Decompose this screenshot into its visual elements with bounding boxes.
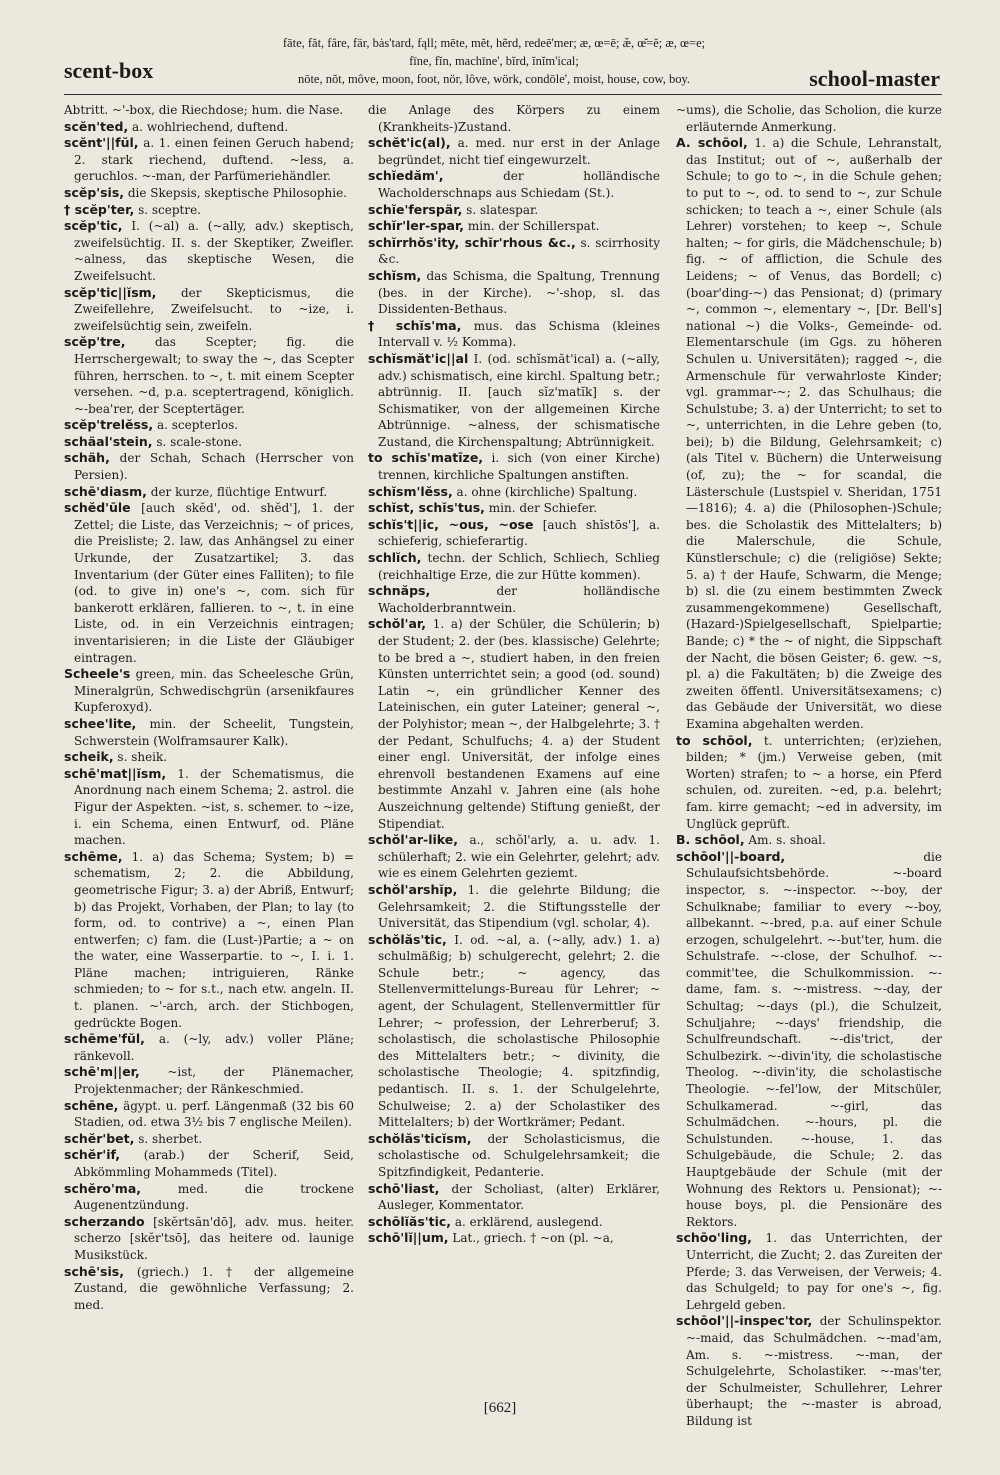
entry-headword: scĕp'trelĕss, bbox=[64, 417, 154, 433]
entry-headword: scĕp'tic, bbox=[64, 218, 123, 234]
dictionary-entry bbox=[368, 235, 660, 268]
entry-definition: a. (~ly, adv.) voller Pläne; ränkevoll. bbox=[74, 1032, 354, 1063]
dictionary-entry bbox=[368, 1230, 660, 1247]
entry-definition: s. scirrhosity &c. bbox=[378, 235, 660, 267]
entry-definition: [auch shĭstōs'], a. schieferig, schieferartig. bbox=[378, 517, 660, 549]
entry-definition: 1. der Schematismus, die Anordnung nach einem Schema; 2. astrol. die Figur der Aspekten. ~ist, s. schemer. to ~ize, i. ein Schema, einen Entwurf, od. Pläne machen. bbox=[74, 766, 354, 848]
dictionary-entry bbox=[64, 417, 354, 434]
entry-headword: scĕn'ted, bbox=[64, 118, 129, 134]
entry-headword: scherzando bbox=[64, 1213, 145, 1229]
entry-headword: schĕr'bet, bbox=[64, 1130, 135, 1146]
entry-headword: schĭe'ferspär, bbox=[368, 201, 463, 217]
entry-definition: s. sheik. bbox=[117, 750, 168, 765]
entry-definition: das Scepter; fig. die Herrschergewalt; to sway the ~, das Scepter führen, herrschen. to ~, t. mit einem Scepter versehen. ~d, p.a. sceptertragend, königlich. ~-bea'rer, der Sceptertäger. bbox=[74, 335, 354, 416]
entry-definition: die Skepsis, skeptische Philosophie. bbox=[127, 185, 347, 200]
entry-headword: scheik, bbox=[64, 749, 114, 765]
entry-definition: green, min. das Scheelesche Grün, Mineralgrün, Schwedischgrün (arsenikfaures Kupferoxyd). bbox=[74, 667, 354, 715]
entry-definition: s. scale-stone. bbox=[156, 434, 243, 449]
dictionary-entry bbox=[368, 102, 660, 135]
header-rule bbox=[64, 94, 942, 95]
entry-definition: die Anlage des Körpers zu einem (Krankheits-)Zustand. bbox=[368, 103, 660, 134]
entry-headword: schĭst, schĭs'tus, bbox=[368, 500, 485, 516]
entry-headword: schĕr'if, bbox=[64, 1147, 121, 1163]
entry-headword: schŏlăs'tic, bbox=[368, 931, 447, 947]
entry-headword: schē'mat||ĭsm, bbox=[64, 765, 167, 781]
entry-definition: a. 1. einen feinen Geruch habend; 2. stark riechend, duftend. ~less, a. geruchlos. ~-man, der Parfümeriehändler. bbox=[74, 136, 354, 184]
dictionary-entry bbox=[64, 766, 354, 849]
entry-definition: der kurze, flüchtige Entwurf. bbox=[150, 484, 328, 499]
entry-definition: a. med. nur erst in der Anlage begründet, nicht tief eingewurzelt. bbox=[378, 136, 660, 167]
entry-definition: 1. das Unterrichten, der Unterricht, die Zucht; 2. das Zureiten der Pferde; 3. das Verweisen, der Verweis; 4. das Schulgeld; to pay for one's ~, fig. Lehrgeld geben. bbox=[686, 1231, 942, 1312]
entry-definition: I. (~al) a. (~ally, adv.) skeptisch, zweifelsüchtig. II. s. der Skeptiker, Zweifler. ~alness, das skeptische Wesen, die Zweifelsucht. bbox=[74, 219, 354, 283]
entry-definition: I. od. ~al, a. (~ally, adv.) 1. a) schulmäßig; b) schulgerecht, gelehrt; 2. die Schule betr.; ~ agency, das Stellenvermittelungs-Bureau für Lehrer; ~ agent, der Schulagent, Stellenvermittler für Lehrer; ~ profession, der Lehrerberuf; 3. scholastisch, die scholastische Philosophie des Mittelalters betr.; ~ divinity, die scholastische Theologie; 4. spitzfindig, pedantisch. II. s. 1. der Schulgelehrte, Schulweise; 2. a) der Scholastiker des Mittelalters; b) der Wortkrämer; Pedant. bbox=[378, 932, 660, 1130]
dictionary-entry bbox=[64, 1214, 354, 1264]
entry-definition: I. (od. schĭsmăt'ical) a. (~ally, adv.) schismatisch, eine kirchl. Spaltung betr.; abtrünnig. II. [auch sĭz'matĭk] s. der Schismatiker, von der allgemeinen Kirche Abtrünnige. ~alness, der schismatische Zustand, die Kirchenspaltung; Abtrünnigkeit. bbox=[378, 351, 660, 449]
dictionary-entry bbox=[368, 583, 660, 616]
dictionary-entry bbox=[64, 1147, 354, 1180]
entry-definition: der holländische Wacholderbranntwein. bbox=[378, 584, 660, 615]
entry-definition: min. der Schillerspat. bbox=[467, 219, 600, 234]
entry-headword: schee'lite, bbox=[64, 715, 137, 731]
dictionary-entry bbox=[368, 450, 660, 483]
dictionary-entry bbox=[368, 932, 660, 1131]
dictionary-entry bbox=[368, 1181, 660, 1214]
entry-headword: schŏl'arshĭp, bbox=[368, 881, 458, 897]
dictionary-entry bbox=[64, 1264, 354, 1314]
dictionary-entry bbox=[676, 849, 942, 1231]
entry-definition: min. der Schiefer. bbox=[488, 501, 598, 516]
entry-headword: schŏl'ar, bbox=[368, 616, 426, 632]
entry-headword: A. schōol, bbox=[676, 135, 748, 151]
page-number: [662] bbox=[483, 1400, 517, 1416]
column-2 bbox=[368, 102, 660, 1402]
entry-headword: schĭrrhŏs'ity, schĭr'rhous &c., bbox=[368, 234, 576, 250]
entry-definition: (griech.) 1. † der allgemeine Zustand, die gewöhnliche Verfassung; 2. med. bbox=[74, 1264, 354, 1312]
pronunciation-key bbox=[214, 34, 774, 88]
dictionary-entry bbox=[64, 849, 354, 1032]
entry-definition: t. unterrichten; (er)ziehen, bilden; * (jm.) Verweise geben, (mit Worten) strafen; to ~ a horse, ein Pferd schulen, od. zureiten. ~ed, p.a. belehrt; fam. kirre gemacht; ~ed in adversity, im Unglück geprüft. bbox=[686, 733, 942, 831]
entry-definition: der Skepticismus, die Zweifellehre, Zweifelsucht. to ~ize, i. zweifelsüchtig sein, zweifeln. bbox=[74, 285, 354, 333]
entry-definition: a. ohne (kirchliche) Spaltung. bbox=[456, 484, 638, 499]
pron-line-3: nōte, nŏt, môve, moon, foot, nör, lôve, wörk, condōle', moist, house, cow, boy. bbox=[297, 72, 691, 86]
entry-definition: die Schulaufsichtsbehörde. ~-board inspector, s. ~-inspector. ~-boy, der Schulknabe; familiar to every ~-boy, allbekannt. ~-bred, p.a. auf einer Schule erzogen, schulgelehrt. ~-but'ter, hum. die Schulstrafe. ~-close, der Schulhof. ~-commit'tee, die Schulkommission. ~-dame, fam. s. ~-mistress. ~-day, der Schultag; ~-days (pl.), die Schulzeit, Schuljahre; ~-days' friendship, die Schulfreundschaft. ~-dis'trict, der Schulbezirk. ~-divin'ity, die scholastische Theolog. ~-divin'ity, die scholastische Theologie. ~-fel'low, der Mitschüler, Schulkamerad. ~-girl, das Schulmädchen. ~-hours, pl. die Schulstunden. ~-house, 1. das Schulgebäude, die Schule; 2. das Hauptgebäude der Schule (mit der Wohnung des Rektors u. Pensionat); ~-house boys, pl. die Pensionäre des Rektors. bbox=[686, 849, 942, 1229]
entry-headword: schēme, bbox=[64, 848, 123, 864]
dictionary-entry bbox=[64, 666, 354, 716]
entry-definition: ägypt. u. perf. Längenmaß (32 bis 60 Stadien, od. etwa 3½ bis 7 englische Meilen). bbox=[74, 1098, 354, 1130]
entry-definition: [skĕrtsăn'dō], adv. mus. heiter. scherzo [skĕr'tsō], das heitere od. launige Musikstück. bbox=[74, 1214, 354, 1262]
entry-definition: der Schulinspektor. ~-maid, das Schulmädchen. ~-mad'am, Am. s. ~-mistress. ~-man, der Schulgelehrte, Scholastiker. ~-mas'ter, der Schulmeister, Schullehrer, Lehrer überhaupt; the ~-master is abroad, Bildung ist bbox=[686, 1314, 942, 1428]
dictionary-entry bbox=[64, 1031, 354, 1064]
dictionary-entry bbox=[64, 1131, 354, 1148]
dictionary-entry bbox=[368, 218, 660, 235]
dictionary-entry bbox=[368, 318, 660, 351]
dictionary-entry bbox=[368, 832, 660, 882]
dictionary-entry bbox=[64, 202, 354, 219]
entry-headword: schō'liast, bbox=[368, 1180, 440, 1196]
pron-line-1: fāte, făt, fâre, fär, bȧs'tard, fąll; mēte, mĕt, hẽrd, redeē'mer; æ, œ=ē; æ̆, œ̆=ĕ; æ, œ=e; bbox=[282, 36, 706, 50]
dictionary-entry bbox=[676, 733, 942, 833]
entry-definition: Am. s. shoal. bbox=[748, 833, 826, 848]
dictionary-entry bbox=[64, 484, 354, 501]
entry-headword: schĭsm'lĕss, bbox=[368, 483, 453, 499]
entry-definition: med. die trockene Augenentzündung. bbox=[74, 1181, 354, 1213]
dictionary-entry bbox=[64, 1181, 354, 1214]
entry-headword: schōol'||-inspec'tor, bbox=[676, 1313, 813, 1329]
dictionary-entry bbox=[368, 202, 660, 219]
entry-definition: der Schah, Schach (Herrscher von Persien). bbox=[74, 451, 354, 483]
dictionary-entry bbox=[64, 119, 354, 136]
entry-headword: schĭr'ler-spar, bbox=[368, 218, 465, 234]
entry-headword: † scĕp'ter, bbox=[64, 201, 135, 217]
entry-definition: Abtritt. ~'-box, die Riechdose; hum. die Nase. bbox=[64, 103, 344, 117]
entry-definition: ~ist, der Plänemacher, Projektenmacher; der Ränkeschmied. bbox=[74, 1065, 354, 1097]
dictionary-entry bbox=[368, 1214, 660, 1231]
dictionary-entry bbox=[64, 749, 354, 766]
entry-headword: † schĭs'ma, bbox=[368, 317, 462, 333]
entry-definition: a. wohlriechend, duftend. bbox=[132, 119, 289, 134]
entry-definition: 1. a) das Schema; System; b) = schematism, 2; 2. die Abbildung, geometrische Figur; 3. a) der Abriß, Entwurf; b) das Projekt, Vorhaben, der Plan; to lay (to form, od. to contrive) a ~, einen Plan entwerfen; c) fam. die (Lust-)Partie; a ~ on the water, eine Wasserpartie. to ~, I. i. 1. Pläne machen; intriguieren, Ränke schmieden; to ~ for s.t., nach etw. angeln. II. t. planen. ~'-arch, arch. der Stichbogen, gedrückte Bogen. bbox=[74, 849, 354, 1030]
entry-headword: B. schōol, bbox=[676, 832, 745, 848]
entry-headword: schĭs't||ic, ~ous, ~ose bbox=[368, 516, 534, 532]
dictionary-entry bbox=[64, 218, 354, 284]
entry-headword: schŏlăs'ticĭsm, bbox=[368, 1130, 472, 1146]
running-head-left: scent-box bbox=[64, 58, 154, 83]
entry-definition: i. sich (von einer Kirche) trennen, kirchliche Spaltungen anstiften. bbox=[378, 451, 661, 483]
entry-definition: s. sceptre. bbox=[138, 202, 201, 217]
entry-definition: der Scholasticismus, die scholastische od. Schulgelehrsamkeit; die Spitzfindigkeit, Pedanterie. bbox=[378, 1131, 660, 1179]
entry-headword: to schōol, bbox=[676, 732, 753, 748]
dictionary-entry bbox=[64, 500, 354, 666]
entry-definition: der holländische Wacholderschnaps aus Schiedam (St.). bbox=[378, 169, 660, 200]
entry-headword: schō'lĭ||um, bbox=[368, 1230, 449, 1246]
dictionary-entry bbox=[64, 434, 354, 451]
entry-definition: a. erklärend, auslegend. bbox=[454, 1214, 603, 1229]
dictionary-entry bbox=[368, 517, 660, 550]
entry-definition: [auch skĕd', od. shĕd'], 1. der Zettel; die Liste, das Verzeichnis; ~ of prices, die Preisliste; 2. law, das Anhängsel zu einer Urkunde, der Zusatzartikel; 3. das Inventarium (der Güter eines Falliten); to file (od. to give in) one's ~, com. sich für bankerott erklären, fallieren. to ~, t. in eine Liste, od. in ein Verzeichnis eintragen; inventarisieren; in die Liste der Gläubiger eintragen. bbox=[74, 501, 354, 665]
dictionary-entry bbox=[368, 550, 660, 583]
dictionary-entry bbox=[368, 484, 660, 501]
entry-definition: 1. a) der Schüler, die Schülerin; b) der Student; 2. der (bes. klassische) Gelehrte; to be bred a ~, studiert haben, in den freien Künsten unterrichtet sein; a good (od. sound) Latin ~, ein gründlicher Kenner des Lateinischen, ein guter Lateiner; general ~, der Polyhistor; mean ~, der Halbgelehrte; 3. † der Pedant, Schulfuchs; 4. a) der Student einer engl. Universität, der infolge eines ehrenvoll bestandenen Examens auf eine bestimmte Anzahl v. Jahren eine (als hohe Auszeichnung geltende) Stiftung genießt, der Stipendiat. bbox=[378, 617, 660, 831]
dictionary-entry bbox=[676, 135, 942, 732]
entry-headword: schēme'fŭl, bbox=[64, 1031, 145, 1047]
dictionary-entry bbox=[368, 268, 660, 318]
dictionary-entry bbox=[64, 102, 354, 119]
entry-definition: der Scholiast, (alter) Erklärer, Ausleger, Kommentator. bbox=[378, 1181, 660, 1213]
entry-headword: schlĭch, bbox=[368, 550, 422, 566]
entry-headword: scĕp'tic||ĭsm, bbox=[64, 284, 157, 300]
dictionary-entry bbox=[676, 832, 942, 849]
entry-definition: Lat., griech. † ~on (pl. ~a, bbox=[452, 1231, 614, 1246]
entry-headword: scĕnt'||fŭl, bbox=[64, 135, 139, 151]
entry-headword: to schĭs'matīze, bbox=[368, 450, 484, 466]
dictionary-entry bbox=[64, 185, 354, 202]
column-1 bbox=[64, 102, 354, 1402]
column-3 bbox=[676, 102, 942, 1428]
entry-definition: (arab.) der Scherif, Seid, Abkömmling Mohammeds (Titel). bbox=[74, 1148, 354, 1179]
dictionary-entry bbox=[368, 616, 660, 832]
entry-definition: 1. die gelehrte Bildung; die Gelehrsamkeit; 2. die Stiftungsstelle der Universität, das Stipendium (vgl. scholar, 4). bbox=[378, 882, 660, 931]
dictionary-entry bbox=[64, 1098, 354, 1131]
entry-headword: schĭsm, bbox=[368, 267, 422, 283]
entry-headword: Scheele's bbox=[64, 666, 131, 682]
dictionary-entry bbox=[368, 351, 660, 451]
entry-definition: min. der Scheelit, Tungstein, Schwerstein (Wolframsaurer Kalk). bbox=[74, 716, 354, 748]
dictionary-entry bbox=[368, 882, 660, 932]
entry-headword: schĭsmăt'ic||al bbox=[368, 350, 469, 366]
entry-headword: schäal'stein, bbox=[64, 433, 153, 449]
pron-line-2: fīne, fĭn, machīne', bĭrd, ĭnĭm'ical; bbox=[409, 54, 579, 68]
entry-headword: schē'm||er, bbox=[64, 1064, 140, 1080]
entry-headword: schĕro'ma, bbox=[64, 1180, 142, 1196]
entry-definition: s. sherbet. bbox=[138, 1131, 203, 1146]
entry-headword: schōlĭăs'tic, bbox=[368, 1213, 452, 1229]
entry-headword: schē'diasm, bbox=[64, 483, 147, 499]
entry-definition: a., schŏl'arly, a. u. adv. 1. schülerhaft; 2. wie ein Gelehrter, gelehrt; adv. wie es einem Gelehrten geziemt. bbox=[378, 833, 660, 881]
entry-definition: mus. das Schisma (kleines Intervall v. ½ Komma). bbox=[378, 318, 660, 350]
dictionary-entry bbox=[368, 168, 660, 201]
entry-definition: 1. a) die Schule, Lehranstalt, das Institut; out of ~, außerhalb der Schule; to go to ~, in die Schule gehen; to put to ~, od. to send to ~, zur Schule schicken; to teach a ~, einer Schule (als Lehrer) vorstehen; to keep ~, Schule halten; ~ for girls, die Mädchenschule; b) fig. ~ of affliction, die Schule des Leidens; ~ of Venus, das Bordell; c) (boar'ding-~) das Pensionat; d) (primary ~, common ~, elementary ~, [Dr. Bell's] national ~) die Volks-, Gemeinde- od. Elementarschule (im Ggs. zu höheren Schulen u. Universitäten); ragged ~, die Armenschule für verwahrloste Kinder; vgl. grammar-~; 2. das Schulhaus; die Schulstube; 3. a) der Unterricht; to set to ~, unterrichten, in die Lehre geben (to, bei); b) die Bildung, Gelehrsamkeit; c) (als Titel v. Büchern) die Unterweisung (of, zu); the ~ for scandal, die Lästerschule (Lustspiel v. Sheridan, 1751—1816); 4. a) die (Philosophen-)Schule; bes. die Scholastik des Mittelalters; b) die Malerschule, die Schule, Künstlerschule; c) die (religiöse) Sekte; 5. a) † der Haufe, Schwarm, die Menge; b) sl. die (zu einem bestimmten Zweck zusammengekommene) Gesellschaft, (Hazard-)Spielgesellschaft, Spielpartie; Bande; c) * the ~ of night, die Sippschaft der Nacht, die bösen Geister; 6. gew. ~s, pl. a) die Fakultäten; b) die Zweige des zweiten öffentl. Universitätsexamens; c) das Gebäude der Universität, wo diese Examina abgehalten werden. bbox=[686, 136, 942, 731]
entry-headword: schēne, bbox=[64, 1097, 119, 1113]
dictionary-entry bbox=[368, 1131, 660, 1181]
entry-definition: ~ums), die Scholie, das Scholion, die kurze erläuternde Anmerkung. bbox=[676, 103, 942, 134]
dictionary-entry bbox=[368, 135, 660, 168]
entry-headword: schĕd'ūle bbox=[64, 500, 131, 516]
dictionary-entry bbox=[676, 1230, 942, 1313]
dictionary-entry bbox=[64, 450, 354, 483]
dictionary-entry bbox=[64, 285, 354, 335]
entry-definition: das Schisma, die Spaltung, Trennung (bes. in der Kirche). ~'-shop, sl. das Dissidenten-Bethaus. bbox=[378, 268, 660, 317]
entry-headword: schōo'ling, bbox=[676, 1230, 752, 1246]
running-head-right: school-master bbox=[809, 66, 940, 91]
entry-definition: a. scepterlos. bbox=[156, 418, 239, 433]
dictionary-entry bbox=[368, 500, 660, 517]
dictionary-entry bbox=[64, 1064, 354, 1097]
entry-definition: techn. der Schlich, Schliech, Schlieg (reichhaltige Erze, die zur Hütte kommen). bbox=[378, 551, 660, 582]
entry-headword: schŏl'ar-like, bbox=[368, 832, 459, 848]
entry-headword: schĭedăm', bbox=[368, 168, 444, 184]
entry-headword: scĕp'sis, bbox=[64, 184, 125, 200]
dictionary-entry bbox=[64, 135, 354, 185]
entry-definition: s. slatespar. bbox=[466, 202, 539, 217]
entry-headword: schäh, bbox=[64, 450, 110, 466]
dictionary-entry bbox=[64, 334, 354, 417]
entry-headword: schē'sis, bbox=[64, 1263, 124, 1279]
entry-headword: scĕp'tre, bbox=[64, 334, 126, 350]
dictionary-entry bbox=[64, 716, 354, 749]
entry-headword: schĕt'ic(al), bbox=[368, 135, 451, 151]
entry-headword: schnăps, bbox=[368, 583, 431, 599]
dictionary-entry bbox=[676, 102, 942, 135]
entry-headword: schōol'||-board, bbox=[676, 848, 786, 864]
